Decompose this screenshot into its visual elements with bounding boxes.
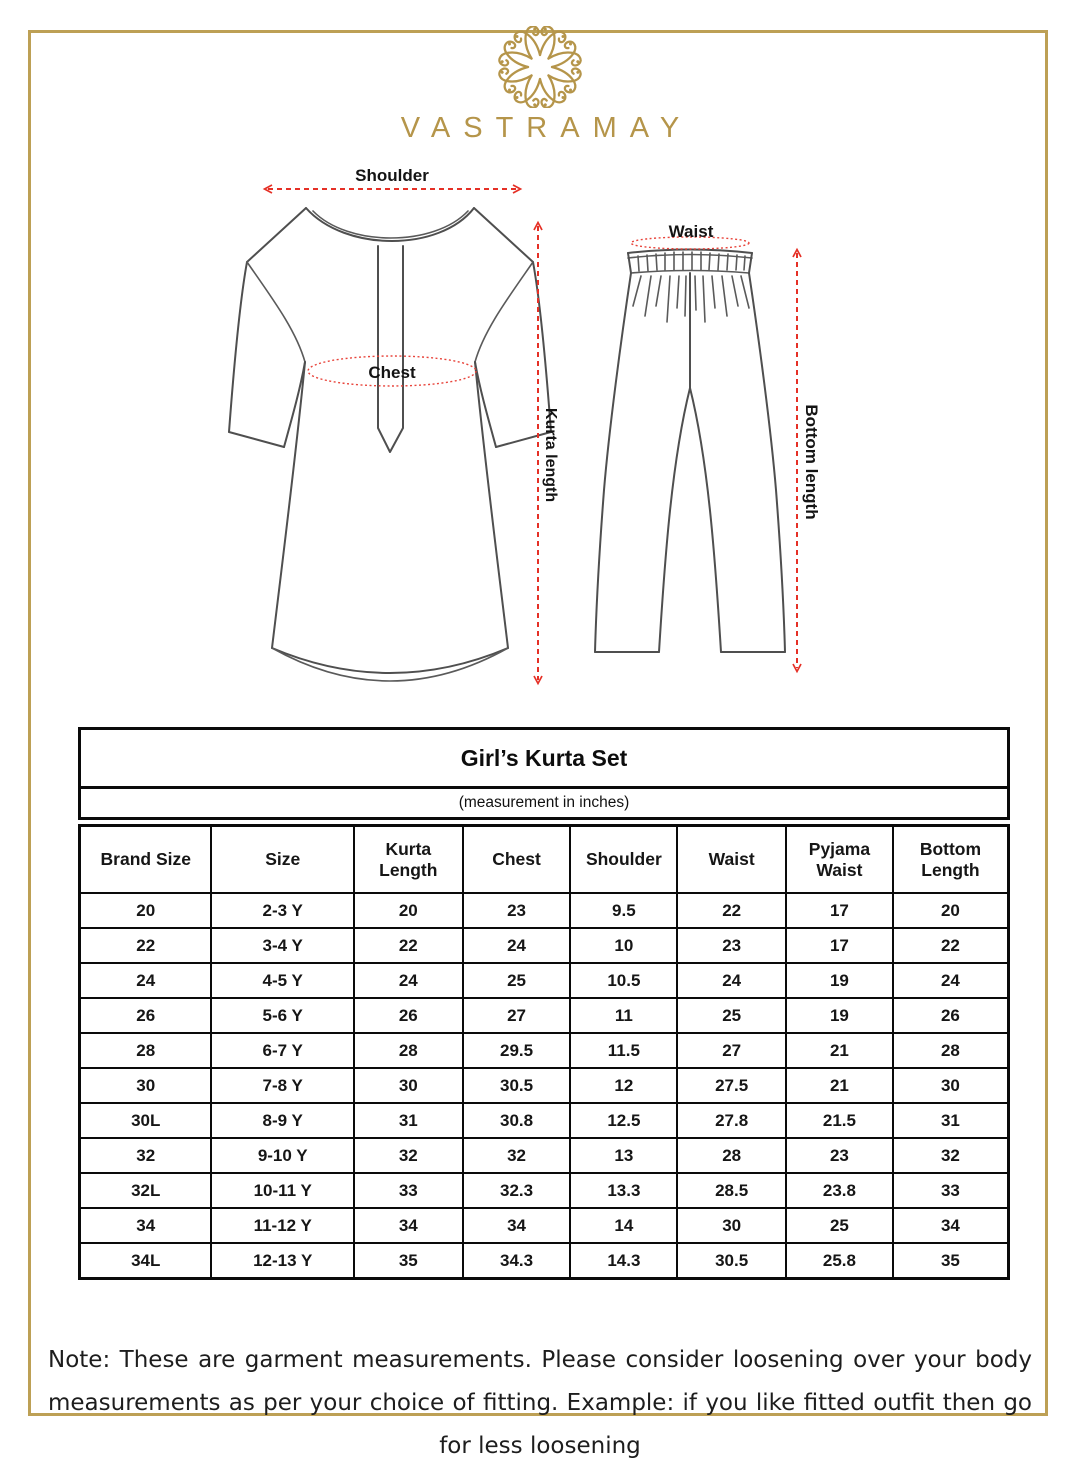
table-cell: 8-9 Y [211,1103,353,1138]
column-header-shoulder: Shoulder [570,826,677,894]
table-cell: 26 [80,998,212,1033]
table-cell: 20 [893,893,1009,928]
table-cell: 23 [463,893,571,928]
brand-logo-icon [486,26,594,108]
table-row [80,1138,1009,1173]
table-cell: 28 [893,1033,1009,1068]
table-cell: 34 [463,1208,571,1243]
table-cell: 32 [80,1138,212,1173]
table-cell: 32.3 [463,1173,571,1208]
table-cell: 11.5 [570,1033,677,1068]
measurement-note: Note: These are garment measurements. Please consider loosening over your body measurements as per your choice of fitting. Example: if you like fitted outfit then go for less loosening [48,1347,1032,1459]
table-cell: 5-6 Y [211,998,353,1033]
table-cell: 32 [354,1138,463,1173]
column-header-kurta-length: Kurta Length [354,826,463,894]
table-cell: 28 [354,1033,463,1068]
table-row [80,893,1009,928]
table-cell: 23.8 [786,1173,893,1208]
table-cell: 34L [80,1243,212,1279]
table-cell: 27 [677,1033,786,1068]
table-cell: 22 [893,928,1009,963]
table-cell: 6-7 Y [211,1033,353,1068]
table-cell: 21.5 [786,1103,893,1138]
table-cell: 31 [893,1103,1009,1138]
table-cell: 24 [463,928,571,963]
table-cell: 11-12 Y [211,1208,353,1243]
table-cell: 24 [354,963,463,998]
brand-logo [0,26,1080,145]
table-cell: 22 [677,893,786,928]
table-row [80,1033,1009,1068]
table-cell: 32L [80,1173,212,1208]
table-cell: 30 [354,1068,463,1103]
bottom-length-label: Bottom length [802,404,821,520]
table-cell: 23 [677,928,786,963]
table-cell: 19 [786,998,893,1033]
table-cell: 19 [786,963,893,998]
table-cell: 10.5 [570,963,677,998]
table-cell: 9-10 Y [211,1138,353,1173]
kurta-length-label: Kurta length [542,407,559,503]
kurta-diagram [229,166,559,681]
table-row [80,928,1009,963]
table-header-row [80,826,1009,894]
column-header-chest: Chest [463,826,571,894]
table-cell: 22 [80,928,212,963]
table-cell: 35 [893,1243,1009,1279]
table-cell: 20 [80,893,212,928]
table-cell: 30.5 [677,1243,786,1279]
table-cell: 23 [786,1138,893,1173]
table-cell: 34 [893,1208,1009,1243]
table-row [80,963,1009,998]
column-header-bottom-length: Bottom Length [893,826,1009,894]
column-header-brand-size: Brand Size [80,826,212,894]
table-cell: 30 [893,1068,1009,1103]
table-cell: 12-13 Y [211,1243,353,1279]
brand-wordmark: VASTRAMAY [400,112,693,144]
table-cell: 27.5 [677,1068,786,1103]
table-cell: 32 [893,1138,1009,1173]
table-cell: 12.5 [570,1103,677,1138]
table-cell: 13 [570,1138,677,1173]
table-cell: 28 [80,1033,212,1068]
table-cell: 27 [463,998,571,1033]
table-cell: 28.5 [677,1173,786,1208]
table-cell: 24 [80,963,212,998]
table-cell: 33 [893,1173,1009,1208]
table-cell: 12 [570,1068,677,1103]
table-row [80,1243,1009,1279]
table-cell: 14 [570,1208,677,1243]
table-row [80,998,1009,1033]
table-cell: 7-8 Y [211,1068,353,1103]
table-row [80,1103,1009,1138]
table-cell: 2-3 Y [211,893,353,928]
table-cell: 3-4 Y [211,928,353,963]
table-cell: 35 [354,1243,463,1279]
table-row [80,1068,1009,1103]
table-cell: 30 [80,1068,212,1103]
table-cell: 32 [463,1138,571,1173]
table-cell: 11 [570,998,677,1033]
table-row [80,1173,1009,1208]
table-cell: 10-11 Y [211,1173,353,1208]
waist-label: Waist [668,222,714,241]
size-chart [78,727,1010,1280]
table-cell: 25 [786,1208,893,1243]
measurement-diagram [180,148,840,725]
table-cell: 4-5 Y [211,963,353,998]
table-row [80,1208,1009,1243]
table-cell: 26 [893,998,1009,1033]
table-cell: 22 [354,928,463,963]
table-cell: 24 [677,963,786,998]
table-cell: 30.8 [463,1103,571,1138]
table-cell: 33 [354,1173,463,1208]
table-body [80,893,1009,1279]
size-chart-title-box [78,727,1010,820]
table-cell: 30 [677,1208,786,1243]
table-cell: 29.5 [463,1033,571,1068]
pyjama-diagram [595,222,821,668]
table-cell: 17 [786,928,893,963]
table-cell: 21 [786,1033,893,1068]
table-cell: 27.8 [677,1103,786,1138]
table-cell: 34 [354,1208,463,1243]
table-cell: 20 [354,893,463,928]
table-cell: 10 [570,928,677,963]
column-header-waist: Waist [677,826,786,894]
table-cell: 24 [893,963,1009,998]
table-cell: 25 [463,963,571,998]
column-header-size: Size [211,826,353,894]
table-cell: 21 [786,1068,893,1103]
size-chart-title: Girl’s Kurta Set [460,745,628,771]
size-chart-subtitle: (measurement in inches) [81,786,1007,817]
table-cell: 17 [786,893,893,928]
table-cell: 14.3 [570,1243,677,1279]
table-cell: 25.8 [786,1243,893,1279]
table-cell: 13.3 [570,1173,677,1208]
table-cell: 25 [677,998,786,1033]
shoulder-label: Shoulder [355,166,429,185]
table-cell: 28 [677,1138,786,1173]
column-header-pyjama-waist: Pyjama Waist [786,826,893,894]
table-cell: 9.5 [570,893,677,928]
chest-label: Chest [368,363,416,382]
table-cell: 34 [80,1208,212,1243]
table-cell: 30L [80,1103,212,1138]
table-cell: 26 [354,998,463,1033]
table-cell: 30.5 [463,1068,571,1103]
table-cell: 31 [354,1103,463,1138]
size-chart-table [78,824,1010,1280]
table-cell: 34.3 [463,1243,571,1279]
